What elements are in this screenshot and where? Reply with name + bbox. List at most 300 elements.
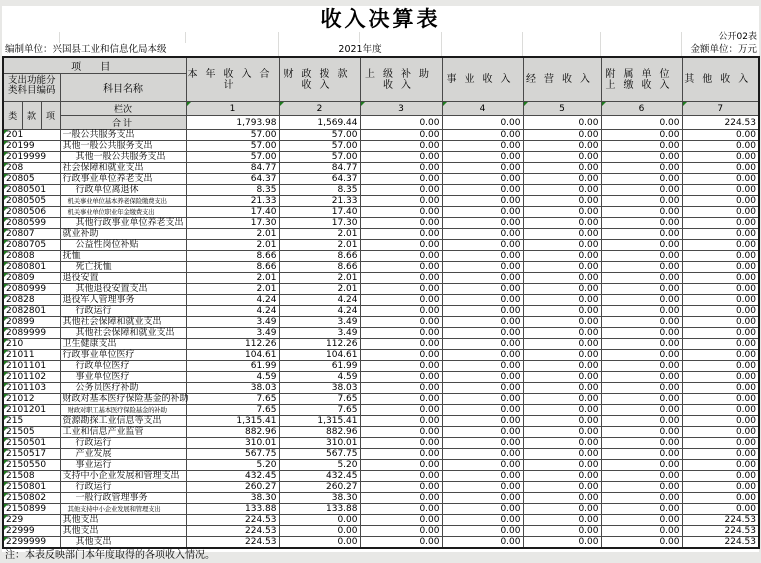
row-value: 0.00 xyxy=(682,141,759,152)
row-value: 0.00 xyxy=(442,383,523,394)
row-subject-name: 其他行政事业单位养老支出 xyxy=(60,218,186,229)
row-value: 0.00 xyxy=(523,317,601,328)
row-value: 64.37 xyxy=(186,174,279,185)
row-subject-name: 工业和信息产业监管 xyxy=(60,427,186,438)
row-value: 4.59 xyxy=(186,372,279,383)
row-value: 0.00 xyxy=(523,152,601,163)
row-value: 0.00 xyxy=(279,526,360,537)
table-row xyxy=(3,196,759,207)
row-value: 0.00 xyxy=(523,449,601,460)
row-value: 0.00 xyxy=(682,185,759,196)
row-value: 0.00 xyxy=(442,438,523,449)
row-value: 0.00 xyxy=(523,471,601,482)
row-value: 0.00 xyxy=(360,163,442,174)
row-value: 57.00 xyxy=(186,152,279,163)
row-value: 0.00 xyxy=(360,350,442,361)
row-value: 133.88 xyxy=(186,504,279,515)
row-value: 104.61 xyxy=(186,350,279,361)
row-subject-name: 行政事业单位医疗 xyxy=(60,350,186,361)
row-value: 0.00 xyxy=(523,383,601,394)
row-value: 57.00 xyxy=(279,141,360,152)
row-value: 0.00 xyxy=(442,427,523,438)
row-value: 0.00 xyxy=(360,196,442,207)
row-subject-name: 其他支出 xyxy=(60,526,186,537)
row-value: 0.00 xyxy=(360,273,442,284)
table-row xyxy=(3,207,759,218)
row-value: 0.00 xyxy=(601,196,682,207)
row-value: 0.00 xyxy=(682,240,759,251)
row-value: 8.66 xyxy=(186,262,279,273)
row-value: 7.65 xyxy=(186,405,279,416)
code-sub-kuan: 款 xyxy=(22,102,41,130)
row-value: 0.00 xyxy=(601,438,682,449)
row-value: 0.00 xyxy=(601,361,682,372)
row-value: 61.99 xyxy=(279,361,360,372)
row-value: 0.00 xyxy=(682,317,759,328)
row-value: 3.49 xyxy=(279,317,360,328)
row-value: 0.00 xyxy=(442,141,523,152)
row-code: 210 xyxy=(3,339,60,350)
row-value: 0.00 xyxy=(682,383,759,394)
row-value: 4.24 xyxy=(279,295,360,306)
row-value: 0.00 xyxy=(523,207,601,218)
lanci-label: 栏次 xyxy=(60,102,186,116)
row-value: 0.00 xyxy=(682,218,759,229)
row-subject-name: 就业补助 xyxy=(60,229,186,240)
table-row xyxy=(3,361,759,372)
row-value: 7.65 xyxy=(279,394,360,405)
table-row xyxy=(3,251,759,262)
table-row xyxy=(3,240,759,251)
row-subject-name: 退役安置 xyxy=(60,273,186,284)
header-row-item xyxy=(3,57,759,74)
row-value: 224.53 xyxy=(682,537,759,549)
column-number-row xyxy=(3,102,759,116)
row-value: 0.00 xyxy=(442,460,523,471)
col-header-fiscal: 财政拨款收入 xyxy=(279,57,360,102)
row-value: 0.00 xyxy=(360,251,442,262)
row-value: 0.00 xyxy=(601,416,682,427)
total-value: 1,569.44 xyxy=(279,116,360,130)
row-value: 0.00 xyxy=(682,174,759,185)
row-value: 0.00 xyxy=(442,152,523,163)
row-code: 2080501 xyxy=(3,185,60,196)
row-value: 0.00 xyxy=(442,251,523,262)
row-value: 0.00 xyxy=(682,339,759,350)
row-value: 0.00 xyxy=(601,262,682,273)
row-value: 0.00 xyxy=(682,284,759,295)
row-code: 20828 xyxy=(3,295,60,306)
row-code: 208 xyxy=(3,163,60,174)
row-value: 0.00 xyxy=(360,361,442,372)
row-value: 0.00 xyxy=(523,427,601,438)
income-table xyxy=(2,56,760,549)
row-subject-name: 其他社会保障和就业支出 xyxy=(60,328,186,339)
row-value: 0.00 xyxy=(523,526,601,537)
row-subject-name: 死亡抚恤 xyxy=(60,262,186,273)
row-value: 0.00 xyxy=(442,526,523,537)
row-code: 2089999 xyxy=(3,328,60,339)
row-subject-name: 事业运行 xyxy=(60,460,186,471)
row-value: 7.65 xyxy=(186,394,279,405)
row-value: 38.30 xyxy=(279,493,360,504)
row-value: 0.00 xyxy=(682,493,759,504)
row-value: 0.00 xyxy=(523,163,601,174)
table-row xyxy=(3,306,759,317)
row-value: 0.00 xyxy=(523,196,601,207)
row-value: 21.33 xyxy=(186,196,279,207)
row-code: 2082801 xyxy=(3,306,60,317)
table-row xyxy=(3,185,759,196)
row-value: 0.00 xyxy=(601,526,682,537)
row-code: 2080705 xyxy=(3,240,60,251)
row-value: 0.00 xyxy=(601,163,682,174)
row-value: 224.53 xyxy=(186,537,279,549)
row-value: 0.00 xyxy=(360,460,442,471)
row-value: 260.27 xyxy=(279,482,360,493)
row-value: 0.00 xyxy=(682,163,759,174)
row-value: 0.00 xyxy=(360,482,442,493)
row-code: 20805 xyxy=(3,174,60,185)
row-value: 0.00 xyxy=(601,306,682,317)
row-subject-name: 其他支出 xyxy=(60,537,186,549)
row-subject-name: 公务员医疗补助 xyxy=(60,383,186,394)
row-value: 0.00 xyxy=(523,438,601,449)
row-value: 0.00 xyxy=(523,361,601,372)
row-value: 0.00 xyxy=(360,504,442,515)
row-value: 0.00 xyxy=(523,251,601,262)
row-value: 0.00 xyxy=(682,405,759,416)
row-value: 104.61 xyxy=(279,350,360,361)
row-value: 0.00 xyxy=(601,185,682,196)
row-value: 0.00 xyxy=(360,295,442,306)
table-row xyxy=(3,328,759,339)
row-value: 0.00 xyxy=(442,350,523,361)
row-value: 0.00 xyxy=(601,141,682,152)
row-value: 224.53 xyxy=(682,515,759,526)
row-subject-name: 行政事业单位养老支出 xyxy=(60,174,186,185)
row-code: 2101103 xyxy=(3,383,60,394)
row-value: 0.00 xyxy=(279,537,360,549)
row-value: 0.00 xyxy=(360,493,442,504)
table-row xyxy=(3,141,759,152)
row-value: 4.24 xyxy=(186,306,279,317)
table-row xyxy=(3,273,759,284)
row-value: 0.00 xyxy=(523,295,601,306)
row-value: 0.00 xyxy=(442,515,523,526)
total-value: 1,793.98 xyxy=(186,116,279,130)
row-subject-name: 产业发展 xyxy=(60,449,186,460)
row-value: 57.00 xyxy=(279,152,360,163)
row-value: 57.00 xyxy=(279,130,360,141)
row-code: 2150899 xyxy=(3,504,60,515)
row-value: 0.00 xyxy=(360,185,442,196)
row-subject-name: 机关事业单位基本养老保险缴费支出 xyxy=(60,196,186,207)
fiscal-year-label: 2021年度 xyxy=(279,43,442,56)
table-row xyxy=(3,152,759,163)
row-value: 1,315.41 xyxy=(279,416,360,427)
row-value: 0.00 xyxy=(360,526,442,537)
row-value: 0.00 xyxy=(601,471,682,482)
row-value: 0.00 xyxy=(523,284,601,295)
row-value: 0.00 xyxy=(601,317,682,328)
table-row xyxy=(3,317,759,328)
row-value: 0.00 xyxy=(523,537,601,549)
row-code: 22999 xyxy=(3,526,60,537)
total-value: 0.00 xyxy=(601,116,682,130)
row-value: 432.45 xyxy=(279,471,360,482)
row-subject-name: 其他一般公共服务支出 xyxy=(60,152,186,163)
row-value: 0.00 xyxy=(442,328,523,339)
row-value: 21.33 xyxy=(279,196,360,207)
row-value: 8.35 xyxy=(279,185,360,196)
row-code: 2150802 xyxy=(3,493,60,504)
row-subject-name: 公益性岗位补贴 xyxy=(60,240,186,251)
row-value: 0.00 xyxy=(360,306,442,317)
table-row xyxy=(3,504,759,515)
row-value: 0.00 xyxy=(601,350,682,361)
row-value: 0.00 xyxy=(442,471,523,482)
row-value: 0.00 xyxy=(523,372,601,383)
row-code: 215 xyxy=(3,416,60,427)
table-row xyxy=(3,350,759,361)
row-value: 0.00 xyxy=(279,515,360,526)
row-value: 0.00 xyxy=(523,328,601,339)
row-value: 0.00 xyxy=(360,229,442,240)
row-value: 0.00 xyxy=(601,339,682,350)
total-value: 0.00 xyxy=(523,116,601,130)
row-subject-name: 事业单位医疗 xyxy=(60,372,186,383)
item-group-header: 项 目 xyxy=(3,57,186,74)
row-value: 0.00 xyxy=(523,460,601,471)
column-number: 1 xyxy=(186,102,279,116)
row-value: 133.88 xyxy=(279,504,360,515)
row-value: 4.24 xyxy=(186,295,279,306)
row-value: 0.00 xyxy=(682,361,759,372)
row-value: 0.00 xyxy=(442,262,523,273)
table-row xyxy=(3,229,759,240)
row-value: 0.00 xyxy=(523,515,601,526)
row-value: 0.00 xyxy=(682,262,759,273)
row-code: 2080599 xyxy=(3,218,60,229)
row-value: 0.00 xyxy=(682,251,759,262)
row-value: 0.00 xyxy=(360,416,442,427)
table-row xyxy=(3,394,759,405)
row-code: 201 xyxy=(3,130,60,141)
row-value: 0.00 xyxy=(523,306,601,317)
row-value: 2.01 xyxy=(186,240,279,251)
row-code: 20808 xyxy=(3,251,60,262)
row-value: 0.00 xyxy=(682,130,759,141)
row-value: 0.00 xyxy=(442,361,523,372)
row-code: 2150550 xyxy=(3,460,60,471)
row-value: 0.00 xyxy=(601,504,682,515)
row-value: 0.00 xyxy=(682,196,759,207)
row-value: 8.66 xyxy=(279,262,360,273)
row-subject-name: 行政运行 xyxy=(60,438,186,449)
row-value: 0.00 xyxy=(360,383,442,394)
row-value: 0.00 xyxy=(601,207,682,218)
row-code: 20899 xyxy=(3,317,60,328)
row-value: 57.00 xyxy=(186,141,279,152)
row-value: 0.00 xyxy=(360,471,442,482)
row-value: 224.53 xyxy=(682,526,759,537)
row-value: 224.53 xyxy=(186,515,279,526)
row-value: 3.49 xyxy=(279,328,360,339)
table-note: 注：本表反映部门本年度取得的各项收入情况。 xyxy=(5,550,215,561)
row-value: 0.00 xyxy=(523,141,601,152)
row-subject-name: 一般行政管理事务 xyxy=(60,493,186,504)
row-value: 0.00 xyxy=(360,328,442,339)
row-value: 2.01 xyxy=(279,284,360,295)
row-value: 0.00 xyxy=(682,482,759,493)
row-value: 0.00 xyxy=(523,339,601,350)
row-value: 0.00 xyxy=(601,482,682,493)
row-value: 0.00 xyxy=(523,262,601,273)
row-subject-name: 其他退役安置支出 xyxy=(60,284,186,295)
row-code: 2299999 xyxy=(3,537,60,549)
table-row xyxy=(3,174,759,185)
column-number: 6 xyxy=(601,102,682,116)
table-code-label: 公开02表 xyxy=(718,32,757,42)
row-value: 0.00 xyxy=(360,537,442,549)
row-value: 0.00 xyxy=(601,405,682,416)
row-value: 64.37 xyxy=(279,174,360,185)
table-code-row xyxy=(2,32,759,43)
row-value: 0.00 xyxy=(360,262,442,273)
row-value: 0.00 xyxy=(360,515,442,526)
row-value: 0.00 xyxy=(682,372,759,383)
row-subject-name: 卫生健康支出 xyxy=(60,339,186,350)
row-value: 0.00 xyxy=(601,218,682,229)
row-value: 0.00 xyxy=(601,328,682,339)
row-subject-name: 支持中小企业发展和管理支出 xyxy=(60,471,186,482)
report-title: 收入决算表 xyxy=(320,7,441,31)
row-subject-name: 行政运行 xyxy=(60,306,186,317)
table-row xyxy=(3,262,759,273)
row-value: 0.00 xyxy=(523,130,601,141)
row-value: 0.00 xyxy=(442,240,523,251)
row-value: 17.40 xyxy=(186,207,279,218)
row-value: 0.00 xyxy=(442,196,523,207)
row-value: 0.00 xyxy=(682,295,759,306)
row-subject-name: 其他社会保障和就业支出 xyxy=(60,317,186,328)
row-value: 0.00 xyxy=(682,328,759,339)
row-value: 2.01 xyxy=(186,273,279,284)
row-value: 4.24 xyxy=(279,306,360,317)
row-value: 0.00 xyxy=(442,163,523,174)
row-value: 0.00 xyxy=(523,350,601,361)
row-value: 3.49 xyxy=(186,328,279,339)
row-value: 3.49 xyxy=(186,317,279,328)
row-value: 0.00 xyxy=(360,372,442,383)
row-value: 0.00 xyxy=(601,251,682,262)
total-value: 224.53 xyxy=(682,116,759,130)
row-subject-name: 机关事业单位职业年金缴费支出 xyxy=(60,207,186,218)
row-subject-name: 其他支出 xyxy=(60,515,186,526)
row-subject-name: 资源勘探工业信息等支出 xyxy=(60,416,186,427)
row-value: 0.00 xyxy=(442,207,523,218)
row-value: 0.00 xyxy=(360,427,442,438)
row-value: 17.30 xyxy=(279,218,360,229)
row-value: 0.00 xyxy=(360,141,442,152)
code-sub-lei: 类 xyxy=(3,102,22,130)
row-value: 84.77 xyxy=(186,163,279,174)
row-value: 0.00 xyxy=(523,273,601,284)
row-value: 310.01 xyxy=(279,438,360,449)
row-value: 0.00 xyxy=(523,240,601,251)
row-value: 2.01 xyxy=(186,229,279,240)
row-value: 38.03 xyxy=(186,383,279,394)
row-code: 21508 xyxy=(3,471,60,482)
row-code: 2019999 xyxy=(3,152,60,163)
row-value: 0.00 xyxy=(682,350,759,361)
row-value: 0.00 xyxy=(442,482,523,493)
table-row xyxy=(3,416,759,427)
table-row xyxy=(3,383,759,394)
row-value: 17.30 xyxy=(186,218,279,229)
report-meta-row xyxy=(2,43,759,56)
col-header-affiliated-units: 附属单位上缴收入 xyxy=(601,57,682,102)
row-value: 0.00 xyxy=(523,405,601,416)
row-code: 20807 xyxy=(3,229,60,240)
row-value: 38.30 xyxy=(186,493,279,504)
row-value: 0.00 xyxy=(601,174,682,185)
row-value: 0.00 xyxy=(360,240,442,251)
table-row xyxy=(3,405,759,416)
row-value: 0.00 xyxy=(601,427,682,438)
row-value: 0.00 xyxy=(442,405,523,416)
row-value: 0.00 xyxy=(523,493,601,504)
table-row xyxy=(3,427,759,438)
row-value: 0.00 xyxy=(360,174,442,185)
col-header-total: 本年收入合计 xyxy=(186,57,279,102)
row-value: 260.27 xyxy=(186,482,279,493)
row-value: 17.40 xyxy=(279,207,360,218)
row-value: 0.00 xyxy=(442,229,523,240)
row-value: 0.00 xyxy=(360,152,442,163)
row-value: 8.35 xyxy=(186,185,279,196)
row-value: 0.00 xyxy=(442,504,523,515)
col-header-operational: 事业收入 xyxy=(442,57,523,102)
row-value: 112.26 xyxy=(186,339,279,350)
row-value: 0.00 xyxy=(523,482,601,493)
row-value: 0.00 xyxy=(442,295,523,306)
row-value: 0.00 xyxy=(360,317,442,328)
row-value: 0.00 xyxy=(601,152,682,163)
row-value: 0.00 xyxy=(601,130,682,141)
row-value: 0.00 xyxy=(442,339,523,350)
row-value: 0.00 xyxy=(442,416,523,427)
row-value: 0.00 xyxy=(442,130,523,141)
row-code: 2080505 xyxy=(3,196,60,207)
row-code: 2080801 xyxy=(3,262,60,273)
row-subject-name: 退役军人管理事务 xyxy=(60,295,186,306)
row-value: 0.00 xyxy=(682,152,759,163)
row-value: 0.00 xyxy=(442,284,523,295)
row-value: 0.00 xyxy=(523,394,601,405)
column-number: 5 xyxy=(523,102,601,116)
row-value: 57.00 xyxy=(186,130,279,141)
total-value: 0.00 xyxy=(360,116,442,130)
row-value: 0.00 xyxy=(601,229,682,240)
row-subject-name: 行政运行 xyxy=(60,482,186,493)
column-number: 2 xyxy=(279,102,360,116)
row-value: 567.75 xyxy=(186,449,279,460)
row-value: 0.00 xyxy=(682,273,759,284)
row-value: 0.00 xyxy=(360,130,442,141)
row-value: 0.00 xyxy=(601,295,682,306)
